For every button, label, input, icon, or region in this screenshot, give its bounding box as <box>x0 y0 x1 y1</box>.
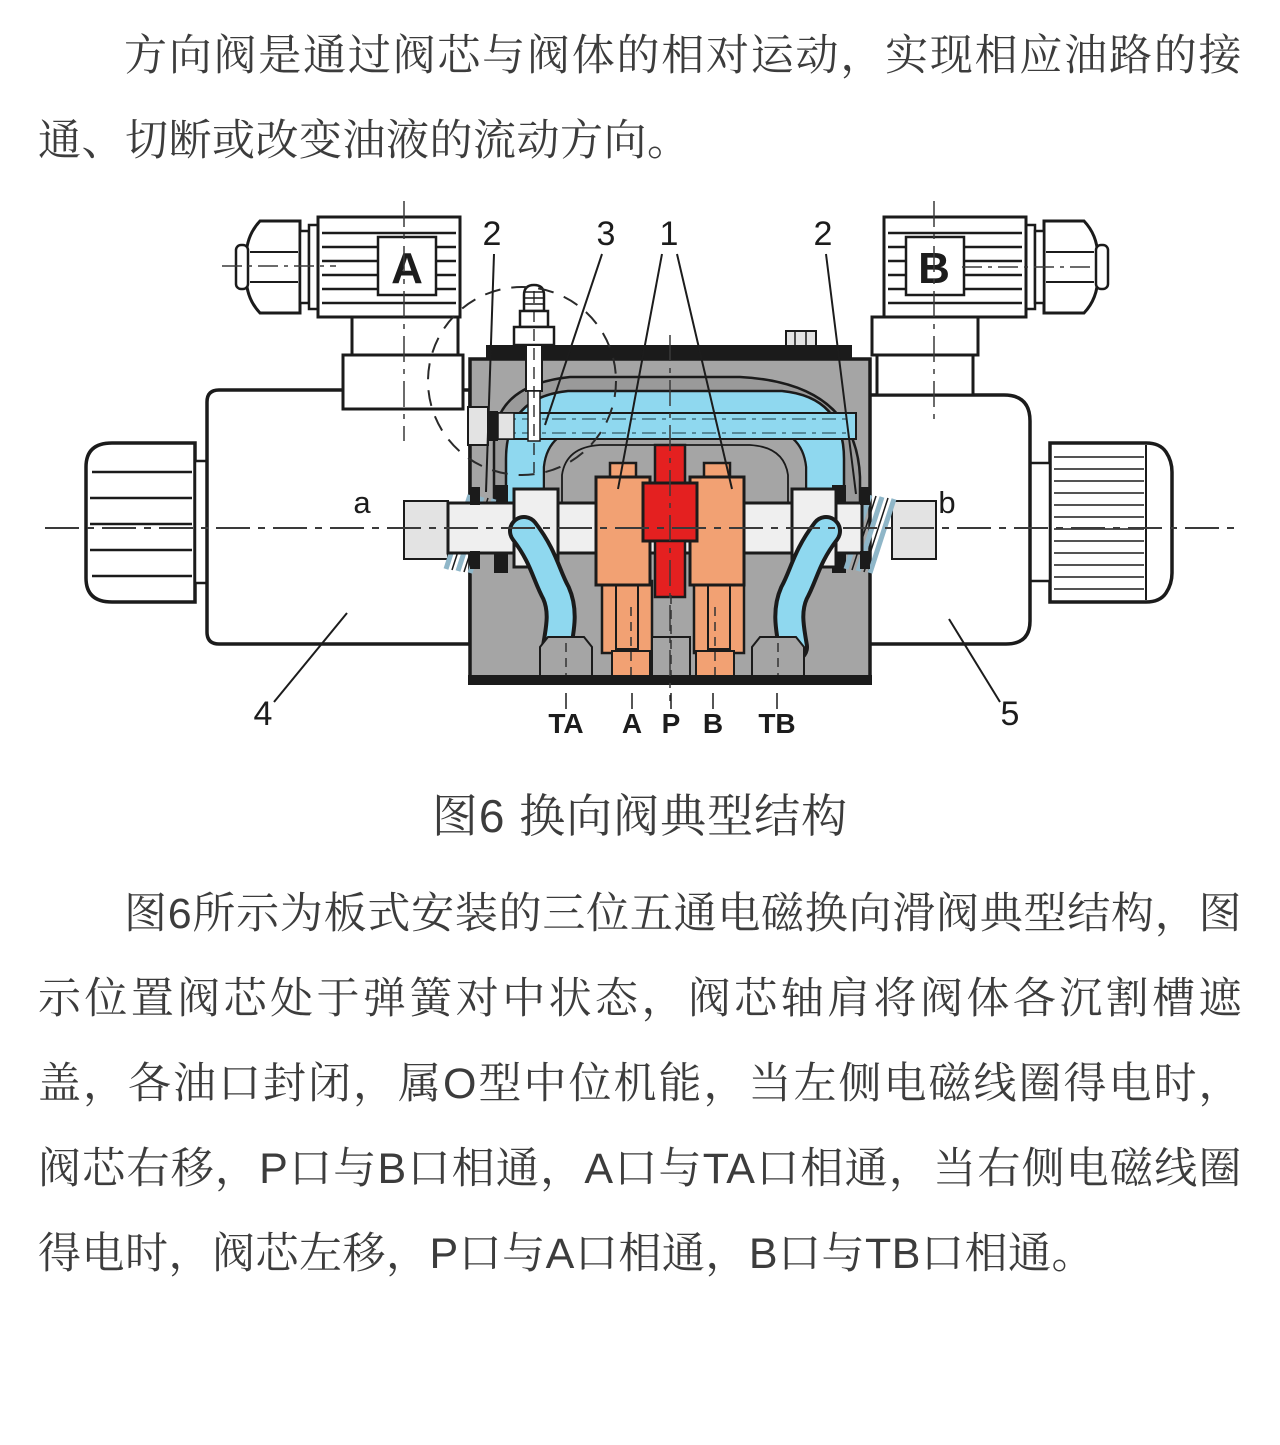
port-label-p: P <box>661 708 681 739</box>
label-2-left: 2 <box>482 215 502 253</box>
paragraph-intro: 方向阀是通过阀芯与阀体的相对运动，实现相应油路的接通、切断或改变油液的流动方向。 <box>38 32 1242 165</box>
connector-b-label: B <box>918 244 950 293</box>
label-1: 1 <box>659 215 679 253</box>
label-coil-b: b <box>938 485 956 520</box>
top-plate-tab <box>786 331 816 346</box>
right-knob <box>1030 443 1172 602</box>
left-knob <box>86 443 207 602</box>
connector-a-label: A <box>391 244 423 293</box>
label-2-right: 2 <box>813 215 833 253</box>
port-label-b: B <box>702 708 724 739</box>
connector-b <box>872 217 1108 395</box>
label-5: 5 <box>1000 695 1020 733</box>
port-label-tb: TB <box>758 708 796 739</box>
paragraph-description: 图6所示为板式安装的三位五通电磁换向滑阀典型结构，图示位置阀芯处于弹簧对中状态，阀芯轴肩将阀体各沉割槽遮盖，各油口封闭，属O型中位机能，当左侧电磁线圈得电时，阀芯右移，P口与B口相通，A口与TA口相通，当右侧电磁线圈得电时，阀芯左移，P口与A口相通，B口与TB口相通。 <box>38 890 1242 1278</box>
figure-valve <box>38 190 1242 846</box>
port-label-a: A <box>621 708 643 739</box>
label-coil-a: a <box>353 485 371 520</box>
connector-a <box>236 217 463 409</box>
port-label-ta: TA <box>548 708 584 739</box>
figure-caption: 图6 换向阀典型结构 <box>431 790 849 842</box>
label-4: 4 <box>253 695 273 733</box>
label-3: 3 <box>596 215 616 253</box>
valve-diagram <box>38 190 1242 750</box>
passage-plug <box>468 407 488 445</box>
pilot-passage <box>488 413 856 439</box>
